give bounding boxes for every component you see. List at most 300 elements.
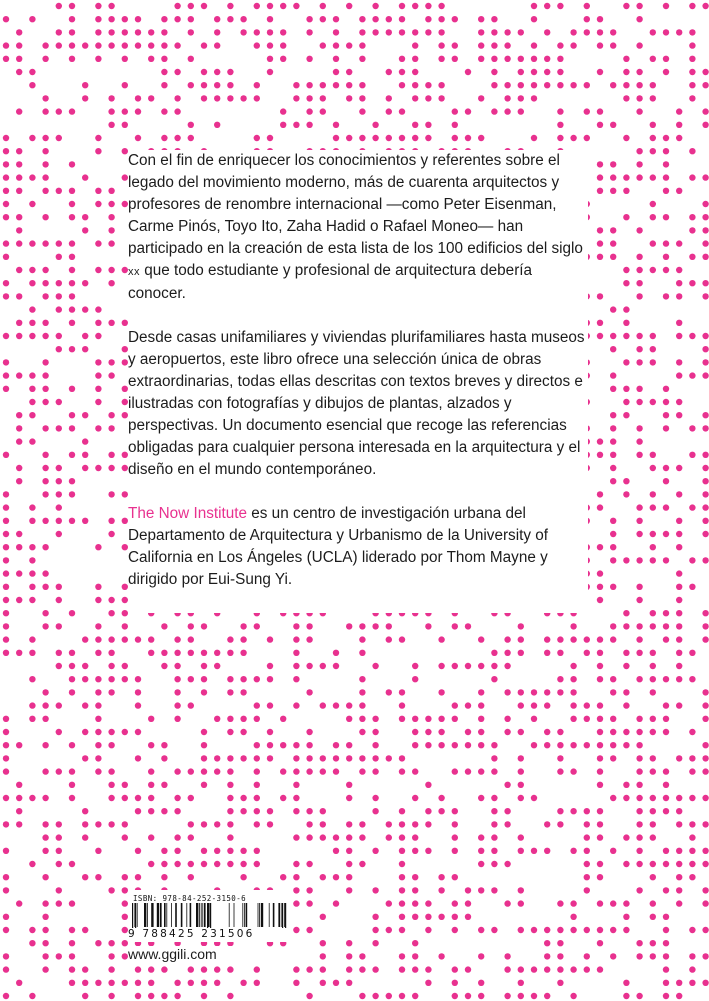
- pattern-dot: [584, 3, 590, 9]
- pattern-dot: [425, 716, 431, 722]
- pattern-dot: [254, 755, 260, 761]
- pattern-dot: [174, 848, 180, 854]
- pattern-dot: [636, 267, 642, 273]
- pattern-dot: [82, 729, 88, 735]
- pattern-dot: [676, 320, 682, 326]
- pattern-dot: [610, 729, 616, 735]
- publisher-website: www.ggili.com: [128, 946, 248, 964]
- pattern-dot: [650, 544, 656, 550]
- pattern-dot: [452, 821, 458, 827]
- pattern-dot: [148, 782, 154, 788]
- pattern-dot: [201, 980, 207, 986]
- pattern-dot: [82, 227, 88, 233]
- pattern-dot: [478, 848, 484, 854]
- pattern-dot: [346, 623, 352, 629]
- pattern-dot: [359, 702, 365, 708]
- pattern-dot: [676, 518, 682, 524]
- pattern-dot: [531, 82, 537, 88]
- pattern-dot: [29, 412, 35, 418]
- pattern-dot: [201, 689, 207, 695]
- pattern-dot: [676, 465, 682, 471]
- pattern-dot: [372, 663, 378, 669]
- pattern-dot: [320, 16, 326, 22]
- pattern-dot: [161, 623, 167, 629]
- pattern-dot: [3, 293, 9, 299]
- pattern-dot: [610, 848, 616, 854]
- pattern-dot: [663, 135, 669, 141]
- pattern-dot: [702, 900, 708, 906]
- pattern-dot: [425, 122, 431, 128]
- pattern-dot: [3, 201, 9, 207]
- pattern-dot: [29, 201, 35, 207]
- pattern-dot: [650, 491, 656, 497]
- pattern-dot: [359, 966, 365, 972]
- pattern-dot: [359, 95, 365, 101]
- pattern-dot: [557, 636, 563, 642]
- pattern-dot: [135, 874, 141, 880]
- pattern-dot: [29, 676, 35, 682]
- pattern-dot: [122, 42, 128, 48]
- pattern-dot: [636, 42, 642, 48]
- pattern-dot: [148, 716, 154, 722]
- pattern-dot: [69, 306, 75, 312]
- pattern-dot: [452, 135, 458, 141]
- pattern-dot: [663, 478, 669, 484]
- pattern-dot: [465, 900, 471, 906]
- pattern-dot: [584, 821, 590, 827]
- pattern-dot: [676, 412, 682, 418]
- pattern-dot: [148, 29, 154, 35]
- pattern-dot: [108, 768, 114, 774]
- pattern-dot: [610, 676, 616, 682]
- pattern-dot: [584, 927, 590, 933]
- pattern-dot: [491, 821, 497, 827]
- pattern-dot: [359, 623, 365, 629]
- pattern-dot: [438, 808, 444, 814]
- pattern-dot: [3, 504, 9, 510]
- pattern-dot: [531, 742, 537, 748]
- pattern-dot: [42, 795, 48, 801]
- pattern-dot: [636, 399, 642, 405]
- pattern-dot: [636, 359, 642, 365]
- pattern-dot: [557, 729, 563, 735]
- pattern-dot: [702, 504, 708, 510]
- pattern-dot: [82, 82, 88, 88]
- pattern-dot: [95, 135, 101, 141]
- pattern-dot: [56, 240, 62, 246]
- pattern-dot: [702, 636, 708, 642]
- pattern-dot: [3, 240, 9, 246]
- pattern-dot: [557, 122, 563, 128]
- pattern-dot: [320, 874, 326, 880]
- pattern-dot: [254, 848, 260, 854]
- pattern-dot: [399, 768, 405, 774]
- pattern-dot: [636, 504, 642, 510]
- pattern-dot: [69, 346, 75, 352]
- pattern-dot: [465, 663, 471, 669]
- pattern-dot: [29, 69, 35, 75]
- pattern-dot: [267, 755, 273, 761]
- pattern-dot: [16, 742, 22, 748]
- pattern-dot: [610, 518, 616, 524]
- pattern-dot: [689, 650, 695, 656]
- pattern-dot: [676, 861, 682, 867]
- pattern-dot: [650, 267, 656, 273]
- pattern-dot: [161, 782, 167, 788]
- barcode-bar: [147, 903, 148, 927]
- pattern-dot: [597, 29, 603, 35]
- pattern-dot: [42, 320, 48, 326]
- pattern-dot: [570, 927, 576, 933]
- pattern-dot: [320, 42, 326, 48]
- pattern-dot: [623, 82, 629, 88]
- pattern-dot: [56, 518, 62, 524]
- pattern-dot: [148, 95, 154, 101]
- pattern-dot: [610, 544, 616, 550]
- pattern-dot: [227, 729, 233, 735]
- pattern-dot: [320, 821, 326, 827]
- pattern-dot: [69, 254, 75, 260]
- pattern-dot: [663, 56, 669, 62]
- pattern-dot: [491, 663, 497, 669]
- pattern-dot: [3, 544, 9, 550]
- pattern-dot: [16, 214, 22, 220]
- pattern-dot: [597, 188, 603, 194]
- pattern-dot: [372, 993, 378, 999]
- pattern-dot: [95, 755, 101, 761]
- pattern-dot: [491, 82, 497, 88]
- pattern-dot: [702, 887, 708, 893]
- pattern-dot: [359, 729, 365, 735]
- pattern-dot: [702, 174, 708, 180]
- pattern-dot: [69, 3, 75, 9]
- pattern-dot: [108, 412, 114, 418]
- pattern-dot: [280, 122, 286, 128]
- pattern-dot: [320, 808, 326, 814]
- barcode-bar: [269, 903, 270, 927]
- pattern-dot: [135, 795, 141, 801]
- pattern-dot: [95, 742, 101, 748]
- pattern-dot: [201, 782, 207, 788]
- pattern-dot: [491, 56, 497, 62]
- pattern-dot: [306, 29, 312, 35]
- pattern-dot: [174, 768, 180, 774]
- pattern-dot: [636, 834, 642, 840]
- pattern-dot: [702, 478, 708, 484]
- pattern-dot: [69, 980, 75, 986]
- pattern-dot: [69, 293, 75, 299]
- pattern-dot: [623, 729, 629, 735]
- pattern-dot: [636, 742, 642, 748]
- pattern-dot: [650, 834, 656, 840]
- pattern-dot: [610, 584, 616, 590]
- pattern-dot: [56, 623, 62, 629]
- pattern-dot: [3, 887, 9, 893]
- pattern-dot: [95, 42, 101, 48]
- barcode-bar: [157, 903, 159, 927]
- pattern-dot: [412, 716, 418, 722]
- pattern-dot: [69, 663, 75, 669]
- pattern-dot: [95, 980, 101, 986]
- pattern-dot: [386, 16, 392, 22]
- pattern-dot: [135, 702, 141, 708]
- pattern-dot: [650, 729, 656, 735]
- pattern-dot: [174, 650, 180, 656]
- pattern-dot: [240, 95, 246, 101]
- pattern-dot: [214, 768, 220, 774]
- pattern-dot: [676, 874, 682, 880]
- pattern-dot: [597, 742, 603, 748]
- pattern-dot: [504, 861, 510, 867]
- pattern-dot: [16, 465, 22, 471]
- pattern-dot: [372, 768, 378, 774]
- pattern-dot: [597, 834, 603, 840]
- pattern-dot: [650, 95, 656, 101]
- pattern-dot: [452, 702, 458, 708]
- pattern-dot: [584, 135, 590, 141]
- pattern-dot: [597, 597, 603, 603]
- pattern-dot: [610, 254, 616, 260]
- barcode-guard-bar: [282, 903, 283, 929]
- pattern-dot: [478, 927, 484, 933]
- pattern-dot: [359, 650, 365, 656]
- pattern-dot: [227, 808, 233, 814]
- pattern-dot: [412, 3, 418, 9]
- isbn-digits: 9 788425 231506: [128, 928, 290, 940]
- pattern-dot: [597, 663, 603, 669]
- pattern-dot: [570, 623, 576, 629]
- pattern-dot: [610, 425, 616, 431]
- pattern-dot: [570, 914, 576, 920]
- pattern-dot: [544, 953, 550, 959]
- pattern-dot: [465, 135, 471, 141]
- pattern-dot: [42, 188, 48, 194]
- pattern-dot: [3, 768, 9, 774]
- pattern-dot: [227, 821, 233, 827]
- pattern-dot: [214, 69, 220, 75]
- pattern-dot: [108, 636, 114, 642]
- pattern-dot: [108, 359, 114, 365]
- pattern-dot: [623, 927, 629, 933]
- pattern-dot: [689, 874, 695, 880]
- pattern-dot: [135, 966, 141, 972]
- pattern-dot: [42, 267, 48, 273]
- pattern-dot: [676, 702, 682, 708]
- pattern-dot: [557, 940, 563, 946]
- pattern-dot: [636, 174, 642, 180]
- pattern-dot: [663, 716, 669, 722]
- pattern-dot: [412, 69, 418, 75]
- pattern-dot: [3, 848, 9, 854]
- pattern-dot: [689, 755, 695, 761]
- pattern-dot: [650, 861, 656, 867]
- pattern-dot: [16, 148, 22, 154]
- pattern-dot: [214, 16, 220, 22]
- pattern-dot: [663, 768, 669, 774]
- pattern-dot: [82, 821, 88, 827]
- pattern-dot: [623, 69, 629, 75]
- pattern-dot: [3, 650, 9, 656]
- pattern-dot: [95, 148, 101, 154]
- pattern-dot: [676, 887, 682, 893]
- pattern-dot: [359, 676, 365, 682]
- pattern-dot: [95, 359, 101, 365]
- pattern-dot: [188, 3, 194, 9]
- pattern-dot: [3, 56, 9, 62]
- pattern-dot: [570, 900, 576, 906]
- pattern-dot: [240, 650, 246, 656]
- pattern-dot: [174, 69, 180, 75]
- pattern-dot: [570, 993, 576, 999]
- pattern-dot: [201, 42, 207, 48]
- pattern-dot: [531, 716, 537, 722]
- pattern-dot: [56, 3, 62, 9]
- pattern-dot: [676, 108, 682, 114]
- pattern-dot: [689, 425, 695, 431]
- pattern-dot: [188, 650, 194, 656]
- pattern-dot: [623, 650, 629, 656]
- pattern-dot: [597, 570, 603, 576]
- pattern-dot: [531, 16, 537, 22]
- pattern-dot: [702, 425, 708, 431]
- pattern-dot: [161, 663, 167, 669]
- pattern-dot: [174, 95, 180, 101]
- pattern-dot: [610, 372, 616, 378]
- pattern-dot: [570, 848, 576, 854]
- pattern-dot: [610, 953, 616, 959]
- pattern-dot: [570, 966, 576, 972]
- pattern-dot: [702, 491, 708, 497]
- pattern-dot: [293, 650, 299, 656]
- pattern-dot: [452, 623, 458, 629]
- pattern-dot: [636, 280, 642, 286]
- pattern-dot: [16, 478, 22, 484]
- pattern-dot: [689, 966, 695, 972]
- pattern-dot: [663, 702, 669, 708]
- pattern-dot: [597, 755, 603, 761]
- pattern-dot: [42, 834, 48, 840]
- pattern-dot: [689, 953, 695, 959]
- pattern-dot: [372, 940, 378, 946]
- pattern-dot: [95, 306, 101, 312]
- pattern-dot: [3, 372, 9, 378]
- pattern-dot: [95, 544, 101, 550]
- pattern-dot: [425, 95, 431, 101]
- pattern-dot: [122, 16, 128, 22]
- pattern-dot: [597, 122, 603, 128]
- pattern-dot: [452, 980, 458, 986]
- pattern-dot: [56, 465, 62, 471]
- pattern-dot: [42, 280, 48, 286]
- pattern-dot: [108, 980, 114, 986]
- pattern-dot: [412, 56, 418, 62]
- pattern-dot: [161, 993, 167, 999]
- pattern-dot: [359, 689, 365, 695]
- barcode-bar: [229, 903, 230, 927]
- pattern-dot: [201, 821, 207, 827]
- pattern-dot: [438, 16, 444, 22]
- pattern-dot: [597, 227, 603, 233]
- pattern-dot: [293, 623, 299, 629]
- pattern-dot: [636, 557, 642, 563]
- pattern-dot: [108, 953, 114, 959]
- pattern-dot: [544, 993, 550, 999]
- pattern-dot: [122, 782, 128, 788]
- pattern-dot: [122, 82, 128, 88]
- pattern-dot: [531, 927, 537, 933]
- pattern-dot: [174, 135, 180, 141]
- pattern-dot: [676, 636, 682, 642]
- pattern-dot: [3, 531, 9, 537]
- pattern-dot: [478, 953, 484, 959]
- pattern-dot: [610, 795, 616, 801]
- pattern-dot: [82, 214, 88, 220]
- pattern-dot: [267, 702, 273, 708]
- pattern-dot: [676, 372, 682, 378]
- pattern-dot: [478, 768, 484, 774]
- pattern-dot: [359, 953, 365, 959]
- pattern-dot: [240, 623, 246, 629]
- pattern-dot: [161, 42, 167, 48]
- pattern-dot: [95, 386, 101, 392]
- pattern-dot: [544, 927, 550, 933]
- pattern-dot: [465, 768, 471, 774]
- pattern-dot: [597, 174, 603, 180]
- pattern-dot: [42, 953, 48, 959]
- pattern-dot: [597, 808, 603, 814]
- pattern-dot: [676, 188, 682, 194]
- century-numeral: xx: [128, 266, 140, 278]
- pattern-dot: [584, 716, 590, 722]
- pattern-dot: [676, 399, 682, 405]
- pattern-dot: [689, 584, 695, 590]
- pattern-dot: [306, 900, 312, 906]
- pattern-dot: [201, 848, 207, 854]
- pattern-dot: [108, 782, 114, 788]
- pattern-dot: [306, 95, 312, 101]
- pattern-dot: [108, 280, 114, 286]
- pattern-dot: [650, 795, 656, 801]
- pattern-dot: [478, 795, 484, 801]
- pattern-dot: [636, 518, 642, 524]
- pattern-dot: [597, 240, 603, 246]
- pattern-dot: [610, 240, 616, 246]
- pattern-dot: [320, 702, 326, 708]
- pattern-dot: [399, 861, 405, 867]
- pattern-dot: [425, 16, 431, 22]
- pattern-dot: [254, 980, 260, 986]
- pattern-dot: [689, 848, 695, 854]
- pattern-dot: [95, 333, 101, 339]
- pattern-dot: [597, 161, 603, 167]
- pattern-dot: [650, 531, 656, 537]
- isbn-label: ISBN: 978-84-252-3150-6: [133, 894, 247, 903]
- pattern-dot: [108, 531, 114, 537]
- pattern-dot: [689, 821, 695, 827]
- pattern-dot: [570, 676, 576, 682]
- barcode-bar: [202, 903, 203, 927]
- pattern-dot: [359, 16, 365, 22]
- pattern-dot: [69, 108, 75, 114]
- pattern-dot: [557, 980, 563, 986]
- pattern-dot: [3, 742, 9, 748]
- pattern-dot: [108, 29, 114, 35]
- pattern-dot: [346, 966, 352, 972]
- pattern-dot: [412, 848, 418, 854]
- pattern-dot: [42, 914, 48, 920]
- pattern-dot: [29, 135, 35, 141]
- pattern-dot: [69, 16, 75, 22]
